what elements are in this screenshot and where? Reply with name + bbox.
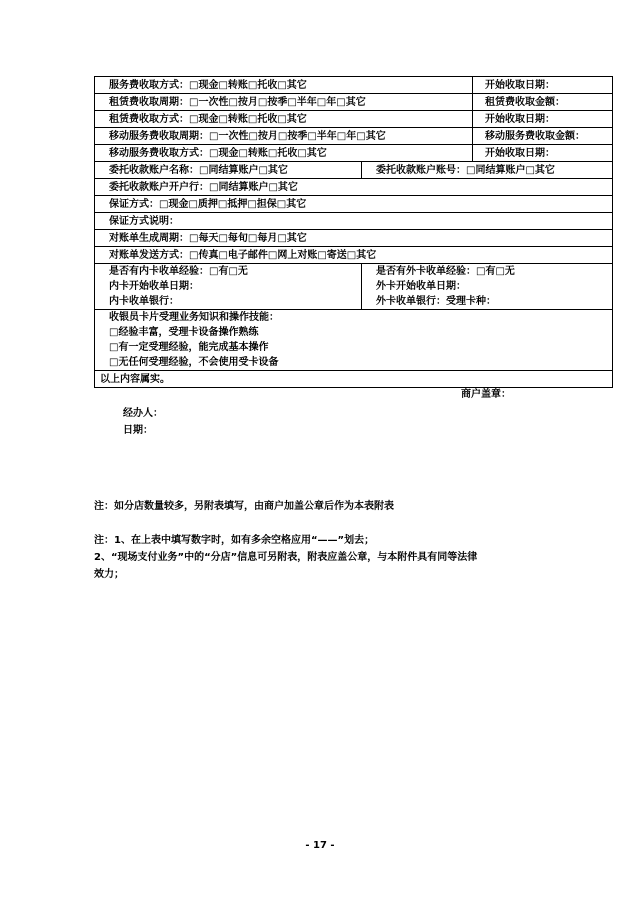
mobile-fee-period-cell: 移动服务费收取周期：□一次性□按月□按季□半年□年□其它	[95, 128, 473, 145]
form-row	[95, 371, 613, 388]
collect-account-no-cell: 委托收款账户账号：□同结算账户□其它	[362, 162, 613, 179]
form-row	[95, 111, 613, 128]
form-row	[95, 128, 613, 145]
foreign-card-exp-cell	[362, 264, 613, 310]
form-row	[95, 162, 613, 179]
form-row	[95, 196, 613, 213]
start-date-cell: 开始收取日期：	[473, 77, 613, 94]
rent-fee-method-cell: 租赁费收取方式：□现金□转账□托收□其它	[95, 111, 473, 128]
mobile-fee-method-cell: 移动服务费收取方式：□现金□转账□托收□其它	[95, 145, 473, 162]
start-date-cell: 开始收取日期：	[473, 111, 613, 128]
merchant-form-table	[94, 76, 613, 436]
statement-send-cell: 对账单发送方式：□传真□电子邮件□网上对账□寄送□其它	[95, 247, 613, 264]
domestic-start-date-line: 内卡开始收单日期：	[109, 281, 199, 292]
guarantee-method-cell: 保证方式：□现金□质押□抵押□担保□其它	[95, 196, 613, 213]
foreign-start-date-line: 外卡开始收单日期：	[376, 281, 466, 292]
cashier-option-none: □无任何受理经验，不会使用受卡设备	[109, 357, 279, 368]
start-date-cell: 开始收取日期：	[473, 145, 613, 162]
service-fee-method-cell: 服务费收取方式：□现金□转账□托收□其它	[95, 77, 473, 94]
form-row	[95, 179, 613, 196]
declaration-cell	[95, 371, 613, 436]
collect-account-name-cell: 委托收款账户名称：□同结算账户□其它	[95, 162, 362, 179]
domestic-bank-line: 内卡收单银行：	[109, 296, 179, 307]
note-item-2: 2、“现场支付业务”中的“分店”信息可另附表，附表应盖公章，与本附件具有同等法律	[94, 552, 478, 563]
form-row	[95, 264, 613, 310]
rent-fee-amount-cell: 租赁费收取金额：	[473, 94, 613, 111]
form-row	[95, 145, 613, 162]
form-row	[95, 230, 613, 247]
cashier-skill-heading: 收银员卡片受理业务知识和操作技能：	[109, 312, 279, 323]
cashier-option-experienced: □经验丰富，受理卡设备操作熟练	[109, 327, 259, 338]
rent-fee-period-cell: 租赁费收取周期：□一次性□按月□按季□半年□年□其它	[95, 94, 473, 111]
merchant-seal-label: 商户盖章：	[461, 389, 511, 400]
cashier-skill-cell	[95, 310, 613, 371]
foreign-exp-line: 是否有外卡收单经验：□有□无	[376, 266, 515, 277]
statement-period-cell: 对账单生成周期：□每天□每旬□每月□其它	[95, 230, 613, 247]
form-row	[95, 94, 613, 111]
note-item-2-cont: 效力；	[94, 569, 124, 580]
date-label: 日期：	[123, 425, 153, 436]
mobile-fee-amount-cell: 移动服务费收取金额：	[473, 128, 613, 145]
form-row	[95, 213, 613, 230]
domestic-card-exp-cell	[95, 264, 362, 310]
domestic-exp-line: 是否有内卡收单经验：□有□无	[109, 266, 248, 277]
form-row	[95, 310, 613, 371]
agent-label: 经办人：	[123, 408, 163, 419]
form-row	[95, 77, 613, 94]
form-row	[95, 247, 613, 264]
guarantee-desc-cell: 保证方式说明：	[95, 213, 613, 230]
foreign-bank-line: 外卡收单银行：受理卡种：	[376, 296, 496, 307]
note-branch-attachment: 注：如分店数量较多，另附表填写，由商户加盖公章后作为本表附表	[94, 501, 394, 512]
page-number: - 17 -	[305, 840, 335, 851]
note-item-1: 注：1、在上表中填写数字时，如有多余空格应用“——”划去；	[94, 535, 375, 546]
collect-account-bank-cell: 委托收款账户开户行：□同结算账户□其它	[95, 179, 613, 196]
cashier-option-basic: □有一定受理经验，能完成基本操作	[109, 342, 269, 353]
declaration-text: 以上内容属实。	[100, 374, 170, 385]
